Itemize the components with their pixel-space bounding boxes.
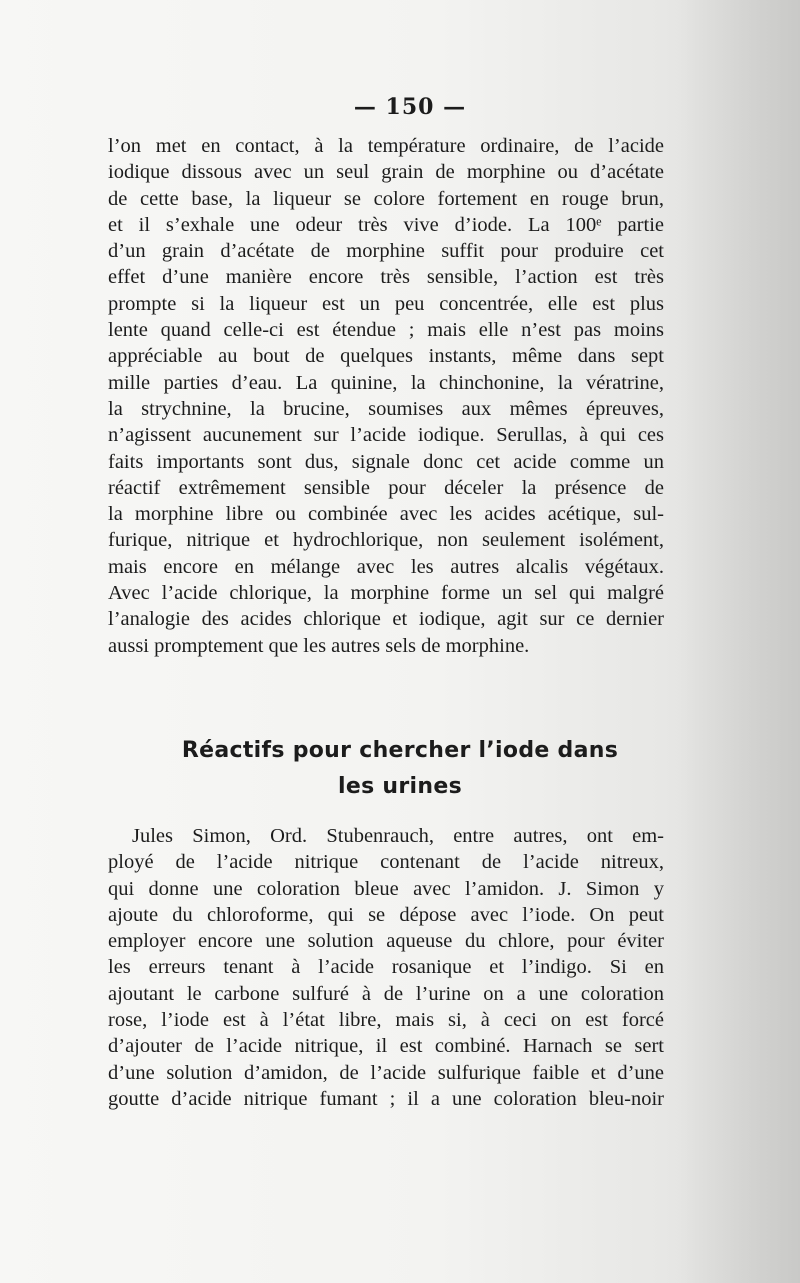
text-line: d’une solution d’amidon, de l’acide sulfurique faible et d’une bbox=[108, 1061, 664, 1084]
text-line: les erreurs tenant à l’acide rosanique et l’indigo. Si en bbox=[108, 956, 664, 979]
paragraph-iodine-urine-reagents bbox=[108, 823, 664, 1112]
section-heading-line-1: Réactifs pour chercher l’iode dans bbox=[181, 738, 619, 763]
text-line: faits importants sont dus, signale donc cet acide comme un bbox=[108, 450, 664, 473]
text-line: goutte d’acide nitrique fumant ; il a une coloration bleu-noir bbox=[108, 1087, 664, 1110]
section-heading-line-2: les urines bbox=[338, 774, 462, 799]
text-line: l’on met en contact, à la température ordinaire, de l’acide bbox=[108, 135, 664, 157]
text-line: prompte si la liqueur est un peu concentrée, elle est plus bbox=[108, 292, 664, 315]
text-line: aussi promptement que les autres sels de morphine. bbox=[108, 634, 530, 657]
text-line: effet d’une manière encore très sensible, l’action est très bbox=[108, 266, 664, 289]
text-line: ployé de l’acide nitrique contenant de l’acide nitreux, bbox=[108, 851, 664, 874]
text-line: d’ajouter de l’acide nitrique, il est combiné. Harnach se sert bbox=[108, 1035, 664, 1058]
text-line: lente quand celle-ci est étendue ; mais elle n’est pas moins bbox=[108, 319, 664, 342]
scan-shadow bbox=[670, 0, 800, 1283]
paragraph-morphine-iodic-acid bbox=[108, 133, 664, 659]
text-line: qui donne une coloration bleue avec l’amidon. J. Simon y bbox=[108, 877, 664, 900]
text-line: mais encore en mélange avec les autres alcalis végétaux. bbox=[108, 555, 664, 578]
page-number: — 150 — bbox=[353, 94, 467, 120]
text-line: appréciable au bout de quelques instants, même dans sept bbox=[108, 345, 664, 368]
text-line: mille parties d’eau. La quinine, la chinchonine, la vératrine, bbox=[108, 371, 664, 394]
text-line: et il s’exhale une odeur très vive d’iode. La 100ᵉ partie bbox=[108, 213, 664, 236]
text-line: Avec l’acide chlorique, la morphine forme un sel qui malgré bbox=[108, 582, 664, 605]
text-line: la strychnine, la brucine, soumises aux mêmes épreuves, bbox=[108, 397, 664, 420]
text-line: furique, nitrique et hydrochlorique, non seulement isolément, bbox=[108, 529, 664, 552]
text-line: Jules Simon, Ord. Stubenrauch, entre autres, ont em- bbox=[132, 825, 664, 847]
text-line: ajoutant le carbone sulfuré à de l’urine on a une coloration bbox=[108, 982, 664, 1005]
text-line: réactif extrêmement sensible pour déceler la présence de bbox=[108, 476, 664, 499]
text-line: de cette base, la liqueur se colore fortement en rouge brun, bbox=[108, 187, 664, 210]
text-line: d’un grain d’acétate de morphine suffit pour produire cet bbox=[108, 240, 664, 263]
section-heading bbox=[120, 733, 680, 805]
text-line: la morphine libre ou combinée avec les acides acétique, sul- bbox=[108, 503, 664, 526]
text-line: iodique dissous avec un seul grain de morphine ou d’acétate bbox=[108, 161, 664, 184]
text-line: rose, l’iode est à l’état libre, mais si, à ceci on est forcé bbox=[108, 1009, 664, 1032]
text-line: n’agissent aucunement sur l’acide iodique. Serullas, à qui ces bbox=[108, 424, 664, 447]
text-line: l’analogie des acides chlorique et iodique, agit sur ce dernier bbox=[108, 608, 664, 631]
text-line: ajoute du chloroforme, qui se dépose avec l’iode. On peut bbox=[108, 903, 664, 926]
text-line: employer encore une solution aqueuse du chlore, pour éviter bbox=[108, 930, 664, 953]
